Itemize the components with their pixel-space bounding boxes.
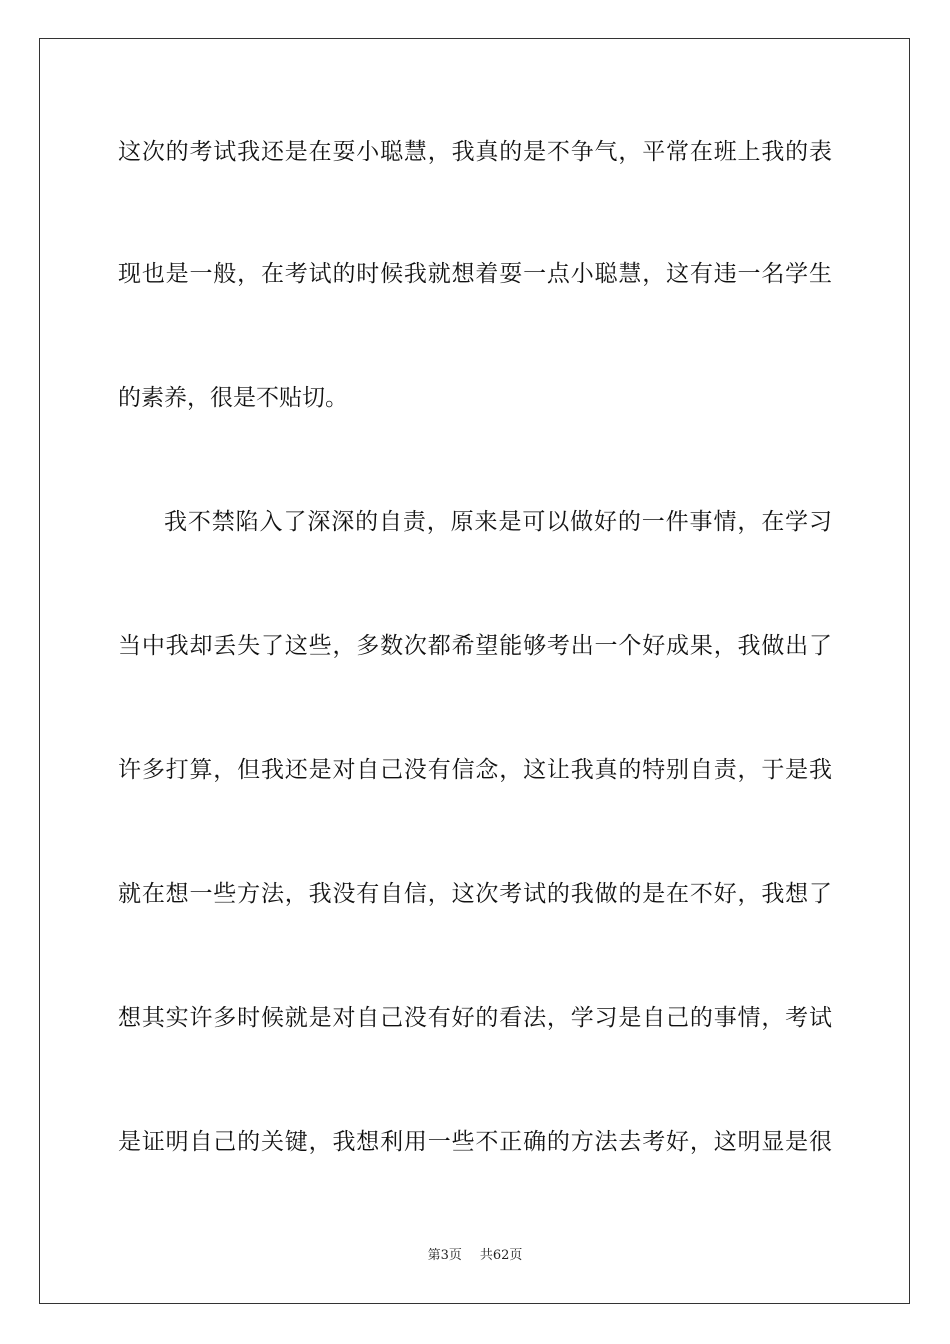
paragraph-line: 现也是一般，在考试的时候我就想着耍一点小聪慧，这有违一名学生 [118,261,832,287]
paragraph-line: 当中我却丢失了这些，多数次都希望能够考出一个好成果，我做出了 [118,633,832,659]
paragraph-line: 是证明自己的关键，我想利用一些不正确的方法去考好，这明显是很 [118,1129,832,1155]
paragraph-line: 许多打算，但我还是对自己没有信念，这让我真的特别自责，于是我 [118,757,832,783]
paragraph-line: 我不禁陷入了深深的自责，原来是可以做好的一件事情，在学习 [164,509,832,535]
page-border [39,38,910,1304]
current-page-number: 第3页 [427,1248,462,1263]
total-pages: 共62页 [479,1248,523,1263]
paragraph-line: 的素养，很是不贴切。 [118,385,348,411]
page-footer [0,1248,950,1264]
paragraph-line: 这次的考试我还是在耍小聪慧，我真的是不争气，平常在班上我的表 [118,139,832,165]
paragraph-line: 就在想一些方法，我没有自信，这次考试的我做的是在不好，我想了 [118,881,832,907]
paragraph-line: 想其实许多时候就是对自己没有好的看法，学习是自己的事情，考试 [118,1005,832,1031]
